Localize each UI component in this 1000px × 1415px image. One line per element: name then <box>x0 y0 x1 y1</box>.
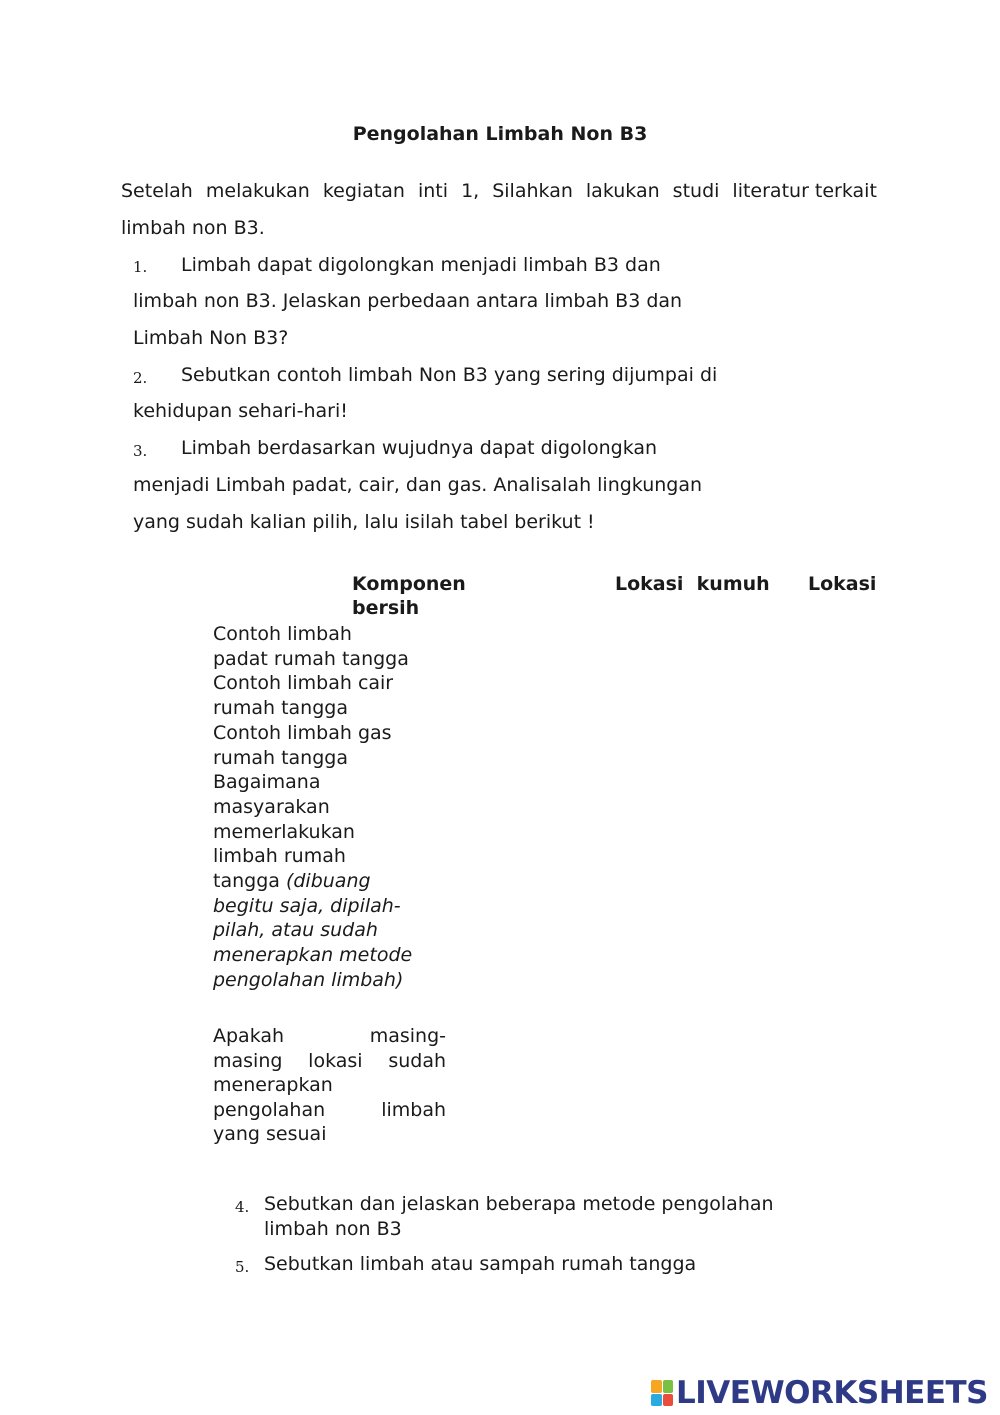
table-cell-italic: begitu saja, dipilah- <box>213 894 401 917</box>
table-cell-line <box>213 869 412 894</box>
justified-line <box>213 1050 446 1075</box>
badge-square <box>651 1394 662 1407</box>
intro-word: melakukan <box>205 180 310 202</box>
justified-word: menerapkan <box>213 1074 333 1096</box>
table-header-lokasi: Lokasi <box>808 573 877 595</box>
table-cell-line: limbah rumah <box>213 845 346 868</box>
question-number: 3. <box>133 442 148 460</box>
table-cell-italic: pengolahan limbah) <box>213 968 404 991</box>
justified-word: pengolahan <box>213 1098 326 1121</box>
table-cell-line <box>213 943 412 968</box>
intro-word: Silahkan <box>492 180 573 202</box>
justified-word: limbah <box>381 1098 446 1121</box>
justified-line <box>213 1123 446 1148</box>
intro-word: studi <box>672 180 720 202</box>
table-cell-line: memerlakukan <box>213 820 355 843</box>
question-4-line-1: Sebutkan dan jelaskan beberapa metode pengolahan <box>264 1193 774 1215</box>
question-3-line-3: yang sudah kalian pilih, lalu isilah tabel berikut ! <box>133 511 595 533</box>
table-cell-line <box>213 968 412 993</box>
table-cell-line: masyarakan <box>213 795 330 818</box>
justified-word: lokasi <box>308 1049 363 1072</box>
table-cell-line: Contoh limbah <box>213 623 352 645</box>
table-cell-line: rumah tangga <box>213 746 348 769</box>
justified-word: masing <box>213 1049 283 1072</box>
intro-line-2: limbah non B3. <box>121 217 265 239</box>
page-title: Pengolahan Limbah Non B3 <box>352 123 648 145</box>
justified-word: Apakah <box>213 1025 285 1047</box>
table-cell-line <box>213 894 412 919</box>
table-cell-line: Contoh limbah cair <box>213 672 394 695</box>
justified-line <box>213 1099 446 1124</box>
table-cell-line <box>213 918 412 943</box>
table-cell-line: padat rumah tangga <box>213 647 409 670</box>
intro-word: kegiatan <box>322 180 405 202</box>
table-cell-italic: (dibuang <box>285 870 371 893</box>
justified-word: sudah <box>388 1049 446 1072</box>
intro-word: literatur terkait <box>732 180 877 202</box>
intro-word: lakukan <box>585 180 660 202</box>
table-cell-line: Contoh limbah gas <box>213 721 392 744</box>
table-cell-line: rumah tangga <box>213 697 348 720</box>
question-number: 1. <box>133 258 148 276</box>
badge-square <box>651 1380 662 1393</box>
intro-word: inti <box>417 180 449 202</box>
question-1-line-1: Limbah dapat digolongkan menjadi limbah B3 dan <box>181 254 661 276</box>
question-number: 4. <box>235 1198 250 1216</box>
question-1-line-3: Limbah Non B3? <box>133 327 289 349</box>
table-row <box>213 622 412 993</box>
question-4-line-2: limbah non B3 <box>264 1218 402 1240</box>
table-cell-italic: pilah, atau sudah <box>213 919 378 942</box>
table-header-lokasi-kumuh: Lokasi kumuh <box>615 573 770 595</box>
question-2-line-2: kehidupan sehari-hari! <box>133 400 348 422</box>
badge-square <box>663 1394 674 1407</box>
table-cell-italic: menerapkan metode <box>213 944 413 967</box>
liveworksheets-badge-icon <box>651 1380 673 1406</box>
question-number: 5. <box>235 1258 250 1276</box>
intro-line-1 <box>121 180 877 202</box>
liveworksheets-text: LIVEWORKSHEETS <box>676 1375 988 1411</box>
question-3-line-1: Limbah berdasarkan wujudnya dapat digolongkan <box>181 437 658 459</box>
table-cell-text: tangga <box>213 870 286 893</box>
table-cell-line: Bagaimana <box>213 771 321 794</box>
question-number: 2. <box>133 369 148 387</box>
intro-word: Setelah <box>121 180 193 202</box>
table-row-last <box>213 1025 446 1148</box>
table-header-bersih: bersih <box>352 597 420 619</box>
justified-word: yang sesuai <box>213 1123 327 1145</box>
justified-word: masing- <box>369 1025 446 1047</box>
question-2-line-1: Sebutkan contoh limbah Non B3 yang sering dijumpai di <box>181 364 718 386</box>
justified-line <box>213 1025 446 1050</box>
question-3-line-2: menjadi Limbah padat, cair, dan gas. Analisalah lingkungan <box>133 474 703 496</box>
question-1-line-2: limbah non B3. Jelaskan perbedaan antara limbah B3 dan <box>133 290 683 312</box>
table-header-komponen: Komponen <box>352 573 466 595</box>
question-5-line-1: Sebutkan limbah atau sampah rumah tangga <box>264 1253 697 1275</box>
liveworksheets-logo <box>651 1375 988 1411</box>
justified-line <box>213 1074 446 1099</box>
badge-square <box>663 1380 674 1393</box>
intro-word: 1, <box>461 180 480 202</box>
